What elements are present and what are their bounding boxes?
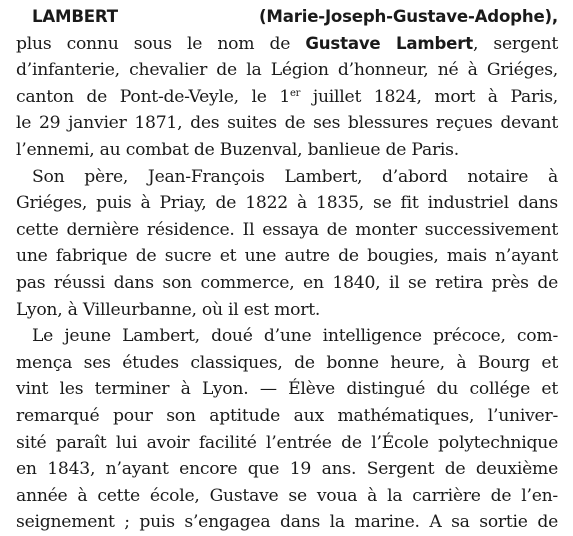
entry-heading-name: LAMBERT (Marie-Joseph-Gustave-Adophe), [32,7,558,26]
paragraph-2-line-2: Griéges, puis à Priay, de 1822 à 1835, se fit industriel dans [16,193,558,214]
paragraph-2-line-4: une fabrique de sucre et une autre de bougies, mais n’ayant [16,246,558,267]
paragraph-3-line-6: en 1843, n’ayant encore que 19 ans. Sergent de deuxième [16,459,558,480]
paragraph-2-line-1: Son père, Jean-François Lambert, d’abord notaire à [32,166,558,187]
text-segment: , sergent [472,33,558,54]
paragraph-3-line-4: remarqué pour son aptitude aux mathématiques, l’univer- [16,406,558,426]
paragraph-3-line-2: mença ses études classiques, de bonne heure, à Bourg et [16,352,558,373]
text-segment: juillet 1824, mort à Paris, [300,86,558,107]
paragraph-2-line-5: pas réussi dans son commerce, en 1840, il se retira près de [16,273,558,293]
text-segment: canton de Pont-de-Veyle, le 1 [16,86,291,107]
paragraph-1-line-5: l’ennemi, au combat de Buzenval, banlieue de Paris. [16,140,459,160]
paragraph-1-line-3 [16,84,558,111]
paragraph-1-line-4: le 29 janvier 1871, des suites de ses blessures reçues devant [16,113,558,134]
paragraph-1-line-1 [16,31,558,58]
paragraph-3-line-5: sité paraît lui avoir facilité l’entrée de l’École polytechnique [16,432,558,453]
text-segment: plus connu sous le nom de [16,33,306,54]
entry-heading-line [32,4,558,31]
superscript: er [290,87,301,99]
bold-name: Gustave Lambert [305,33,473,53]
paragraph-3-line-8: seignement ; puis s’engagea dans la marine. A sa sortie de [16,512,558,533]
paragraph-2-line-6: Lyon, à Villeurbanne, où il est mort. [16,299,321,320]
paragraph-1-line-2: d’infanterie, chevalier de la Légion d’honneur, né à Griéges, [16,60,558,81]
paragraph-2-line-3: cette dernière résidence. Il essaya de monter successivement [16,219,558,240]
paragraph-3-line-3: vint les terminer à Lyon. — Élève distingué du collége et [16,379,558,400]
paragraph-3-line-1: Le jeune Lambert, doué d’une intelligence précoce, com- [32,326,558,347]
paragraph-3-line-7: année à cette école, Gustave se voua à la carrière de l’en- [16,485,558,506]
